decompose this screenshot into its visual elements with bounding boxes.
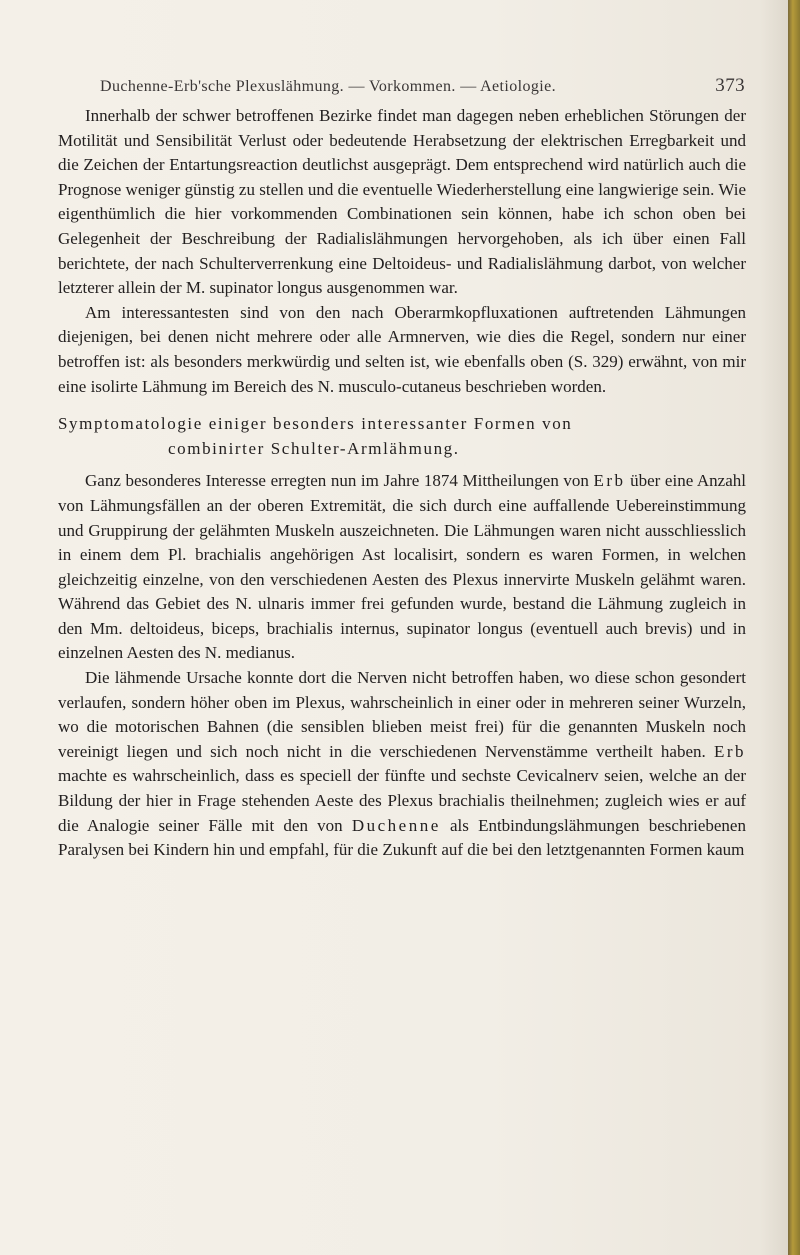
paragraph-1: Innerhalb der schwer betroffenen Bezirke findet man dagegen neben erheblichen Störungen der Motilität und Sensibilität Verlust oder bedeutende Herabsetzung der elektrischen Erregbarkeit und die Zeichen der Entartungsreaction deutlichst ausgeprägt. Dem entsprechend wird natürlich auch die Prognose weniger günstig zu stellen und die eventuelle Wiederherstellung eine langwierige sein. Wie eigenthümlich die hier vorkommenden Combinationen sein können, habe ich schon oben bei Gelegenheit der Beschreibung der Radialislähmungen hervorgehoben, als ich über einen Fall berichtete, der nach Schulterverrenkung eine Deltoideus- und Radialislähmung darbot, von welcher letzterer allein der M. supinator longus ausgenommen war. xyxy=(58,106,746,298)
author-name-erb: Erb xyxy=(593,471,626,491)
paragraph-4-text-a: Die lähmende Ursache konnte dort die Nerven nicht betroffen haben, wo diese schon gesondert verlaufen, sondern höher oben im Plexus, wahrscheinlich in einer oder in mehreren seiner Wurzeln, wo die motorischen Bahnen (die sensiblen blieben meist frei) für die genannten Muskeln noch vereinigt liegen und sich noch nicht in die verschiedenen Nervenstämme vertheilt haben. xyxy=(58,668,746,761)
running-head-title: Duchenne-Erb'sche Plexuslähmung. — Vorkommen. — Aetiologie. xyxy=(100,78,557,95)
section-heading-line-2: combinirter Schulter-Armlähmung. xyxy=(168,438,460,458)
running-head xyxy=(100,75,745,102)
paragraph-3-text-b: über eine Anzahl von Lähmungsfällen an der oberen Extremität, die sich durch eine auffallende Uebereinstimmung und Gruppirung der gelähmten Muskeln auszeichneten. Die Lähmungen waren nicht ausschliesslich in einem dem Pl. brachialis angehörigen Ast localisirt, sondern es waren Formen, in welchen gleichzeitig einzelne, von den verschiedenen Aesten des Plexus innervirte Muskeln gelähmt waren. Während das Gebiet des N. ulnaris immer frei gefunden wurde, bestand die Lähmung zugleich in den Mm. deltoideus, biceps, brachialis internus, supinator longus (eventuell auch brevis) und in einzelnen Aesten des N. medianus. xyxy=(58,471,746,663)
paragraph-4 xyxy=(58,666,746,863)
paragraph-3 xyxy=(58,469,746,666)
author-name-duchenne: Duchenne xyxy=(351,815,441,835)
page-number: 373 xyxy=(715,75,745,96)
paragraph-3-text-a: Ganz besonderes Interesse erregten nun im Jahre 1874 Mittheilungen von xyxy=(85,471,594,491)
paragraph-4-text-b: machte es wahrscheinlich, dass es speciell der fünfte und sechste Cevicalnerv seien, welche an der Bildung der hier in Frage stehenden Aeste des Plexus brachialis theilnehmen; zugleich wies er auf die Analogie seiner Fälle mit den von xyxy=(58,766,746,835)
body-text xyxy=(58,104,746,863)
section-heading xyxy=(58,412,746,461)
paragraph-4-text-c: als Entbindungslähmungen beschriebenen Paralysen bei Kindern hin und empfahl, für die Zukunft auf die bei den letztgenannten Formen kaum xyxy=(58,815,746,860)
paragraph-2: Am interessantesten sind von den nach Oberarmkopfluxationen auftretenden Lähmungen diejenigen, bei denen nicht mehrere oder alle Armnerven, wie dies die Regel, sondern nur einer betroffen ist: als besonders merkwürdig und selten ist, wie ebenfalls oben (S. 329) erwähnt, von mir eine isolirte Lähmung im Bereich des N. musculo-cutaneus beschrieben worden. xyxy=(58,302,746,396)
author-name-erb-2: Erb xyxy=(713,741,746,761)
section-heading-line-1: Symptomatologie einiger besonders interessanter Formen von xyxy=(58,414,573,434)
page-edge-strip xyxy=(788,0,800,1255)
